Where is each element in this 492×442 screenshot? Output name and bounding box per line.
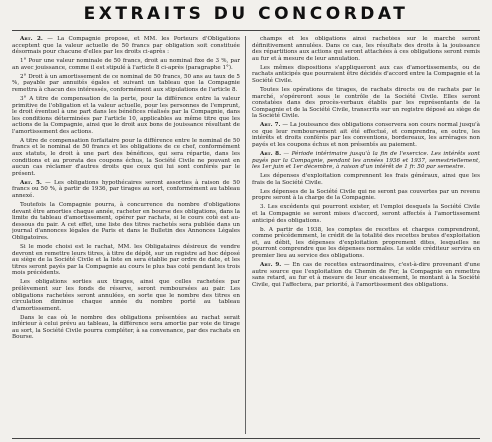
paragraph: Art. 8. — Période intérimaire jusqu'à la fin de l'exercice. Les intérêts sont payés par la Compagnie, pendant les années 1936 et 1937, semestriellement, les 1er juin et 1er décembre, à raison d'un intérêt de 1 fr. 50 par semestre.	[252, 151, 480, 171]
page-title: EXTRAITS DU CONCORDAT	[83, 4, 409, 24]
paragraph: Si le mode choisi est le rachat, MM. les Obligataires désireux de vendre devront en remettre leurs titres, à titre de dépôt, sur un registre ad hoc déposé au siège de la Société Civile et la liste en sera établie par ordre de date, et les titres seront payés par la Compagnie au cours le plus bas coté pendant les trois mois précédents.	[12, 243, 240, 277]
paragraph: Les obligations sorties aux tirages, ainsi que celles rachetées par prélèvement sur les fonds de réserve, seront remboursées au pair. Les obligations rachetées seront annulées, en sorte que le nombre des titres en circulation diminue chaque année du nombre porté au tableau d'amortissement.	[12, 279, 240, 312]
paragraph: Les dépenses d'exploitation comprennent les frais généraux, ainsi que les frais de la Société Civile.	[252, 173, 480, 186]
paragraph: Art. 5. — Les obligations hypothécaires seront assorties à raison de 50 francs ou 50 %, à partir de 1936, par tirages au sort, conformément au tableau annexé.	[12, 179, 240, 200]
paragraph: Art. 9. — En cas de recettes extraordinaires, c'est-à-dire provenant d'une autre source que l'exploitation du Chemin de Fer, la Compagnie en remettra sans retard, au fur et à mesure de leur encaissement, le montant à la Société Civile, qui l'affectera, par priorité, à l'amortissement des obligations.	[252, 261, 480, 288]
paragraph: 3° A titre de compensation de la perte, pour la différence entre la valeur primitive de l'obligation et la valeur actuelle, pour les personnes de l'emprunt, le droit éventuel à une part dans les bénéfices réalisés par la Compagnie, dans les conditions déterminées par l'article 10, applicables au même titre que les actions de la Compagnie, ainsi que le droit aux bons de jouissance résultant de l'amortissement des actions.	[12, 95, 240, 135]
top-rule	[12, 30, 480, 31]
paragraph: 2° Droit à un amortissement de ce nominal de 50 francs, 50 ans au taux de 5 %, payable par annuités égales et suivant un tableau que la Compagnie remettra à chacun des intéressés, conformément aux stipulations de l'article 8.	[12, 73, 240, 93]
right-column	[252, 36, 480, 436]
paragraph: Les mêmes dispositions s'appliqueront aux cas d'amortissements, ou de rachats anticipés que pourraient être décidés d'accord entre la Compagnie et la Société Civile.	[252, 64, 480, 84]
paragraph: Art. 2. — La Compagnie propose, et MM. les Porteurs d'Obligations acceptent que la valeur actuelle de 50 francs par obligation soit constituée désormais pour chacune d'elles par les droits ci-après :	[12, 36, 240, 56]
paragraph: champs et les obligations ainsi rachetées sur le marché seront définitivement annulées. Dans ce cas, les résultats des droits à la jouissance des répartitions aux actions qui seront attachées à ces obligations seront remis au fur et à mesure de leur annulation.	[252, 36, 480, 62]
column-separator	[245, 36, 246, 434]
paragraph: Les dépenses de la Société Civile qui ne seront pas couvertes par un revenu propre seront à la charge de la Compagnie.	[252, 188, 480, 202]
paragraph: Toutefois la Compagnie pourra, à concurrence du nombre d'obligations devant être amorties chaque année, racheter en bourse des obligations, dans la limite du tableau d'amortissement, opérer par rachats, si le cours coté est au-dessous du pair. A cet effet, une liste des titres rachetés sera publiée dans un journal d'annonces légales de Paris et dans le Bulletin des Annonces Légales Obligatoires.	[12, 202, 240, 241]
paragraph: Art. 7. — La jouissance des obligations conservera son cours normal jusqu'à ce que leur remboursement ait été effectué, et comprendra, en outre, les intérêts et droits conférés par les conventions, bordereaux, les arrérages non payés et les coupons échus et non présentés au paiement.	[252, 122, 480, 149]
paragraph: Toutes les opérations de tirages, de rachats directs ou de rachats par le marché, s'opéreront sous le contrôle de la Société Civile. Elles seront constatées dans des procès-verbaux établis par les représentants de la Compagnie et de la Société Civile, transcrits sur un registre déposé au siège de la Société Civile.	[252, 86, 480, 120]
paragraph: b. A partir de 1938, les comptes de recettes et charges comprendront, comme précédemment, le crédit de la totalité des recettes brutes d'exploitation et, au débit, les dépenses d'exploitation proprement dites, lesquelles ne pourront comprendre que les dépenses normales. Le solde créditeur servira en premier lieu au service des obligations.	[252, 226, 480, 259]
left-column	[12, 36, 240, 436]
paragraph: Dans le cas où le nombre des obligations présentées au rachat serait inférieur à celui prévu au tableau, la différence sera amortie par voie de tirage au sort, la Société Civile pourra compléter, à sa convenance, par des rachats en Bourse.	[12, 314, 240, 341]
paragraph: 1° Pour une valeur nominale de 50 francs, droit au nominal fixe de 3 %, par an avec jouissance, comme il est stipulé à l'article 8 ci-après (paragraphe 1°).	[12, 58, 240, 71]
paragraph: A titre de compensation forfaitaire pour la différence entre le nominal de 50 francs et le nominal de 50 francs et les obligations de ce chef, conformément aux statuts, le droit à une part des bénéfices, qui sera répartie, dans les conditions et au prorata des coupons échus, la Société Civile ne pouvant en aucun cas réclamer d'autres droits que ceux qui lui sont conférés par le présent.	[12, 137, 240, 177]
paragraph: 3. Les excédents qui pourront exister, et l'emploi desquels la Société Civile et la Compagnie se seront mises d'accord, seront affectés à l'amortissement anticipé des obligations.	[252, 204, 480, 224]
bottom-rule	[12, 438, 480, 439]
